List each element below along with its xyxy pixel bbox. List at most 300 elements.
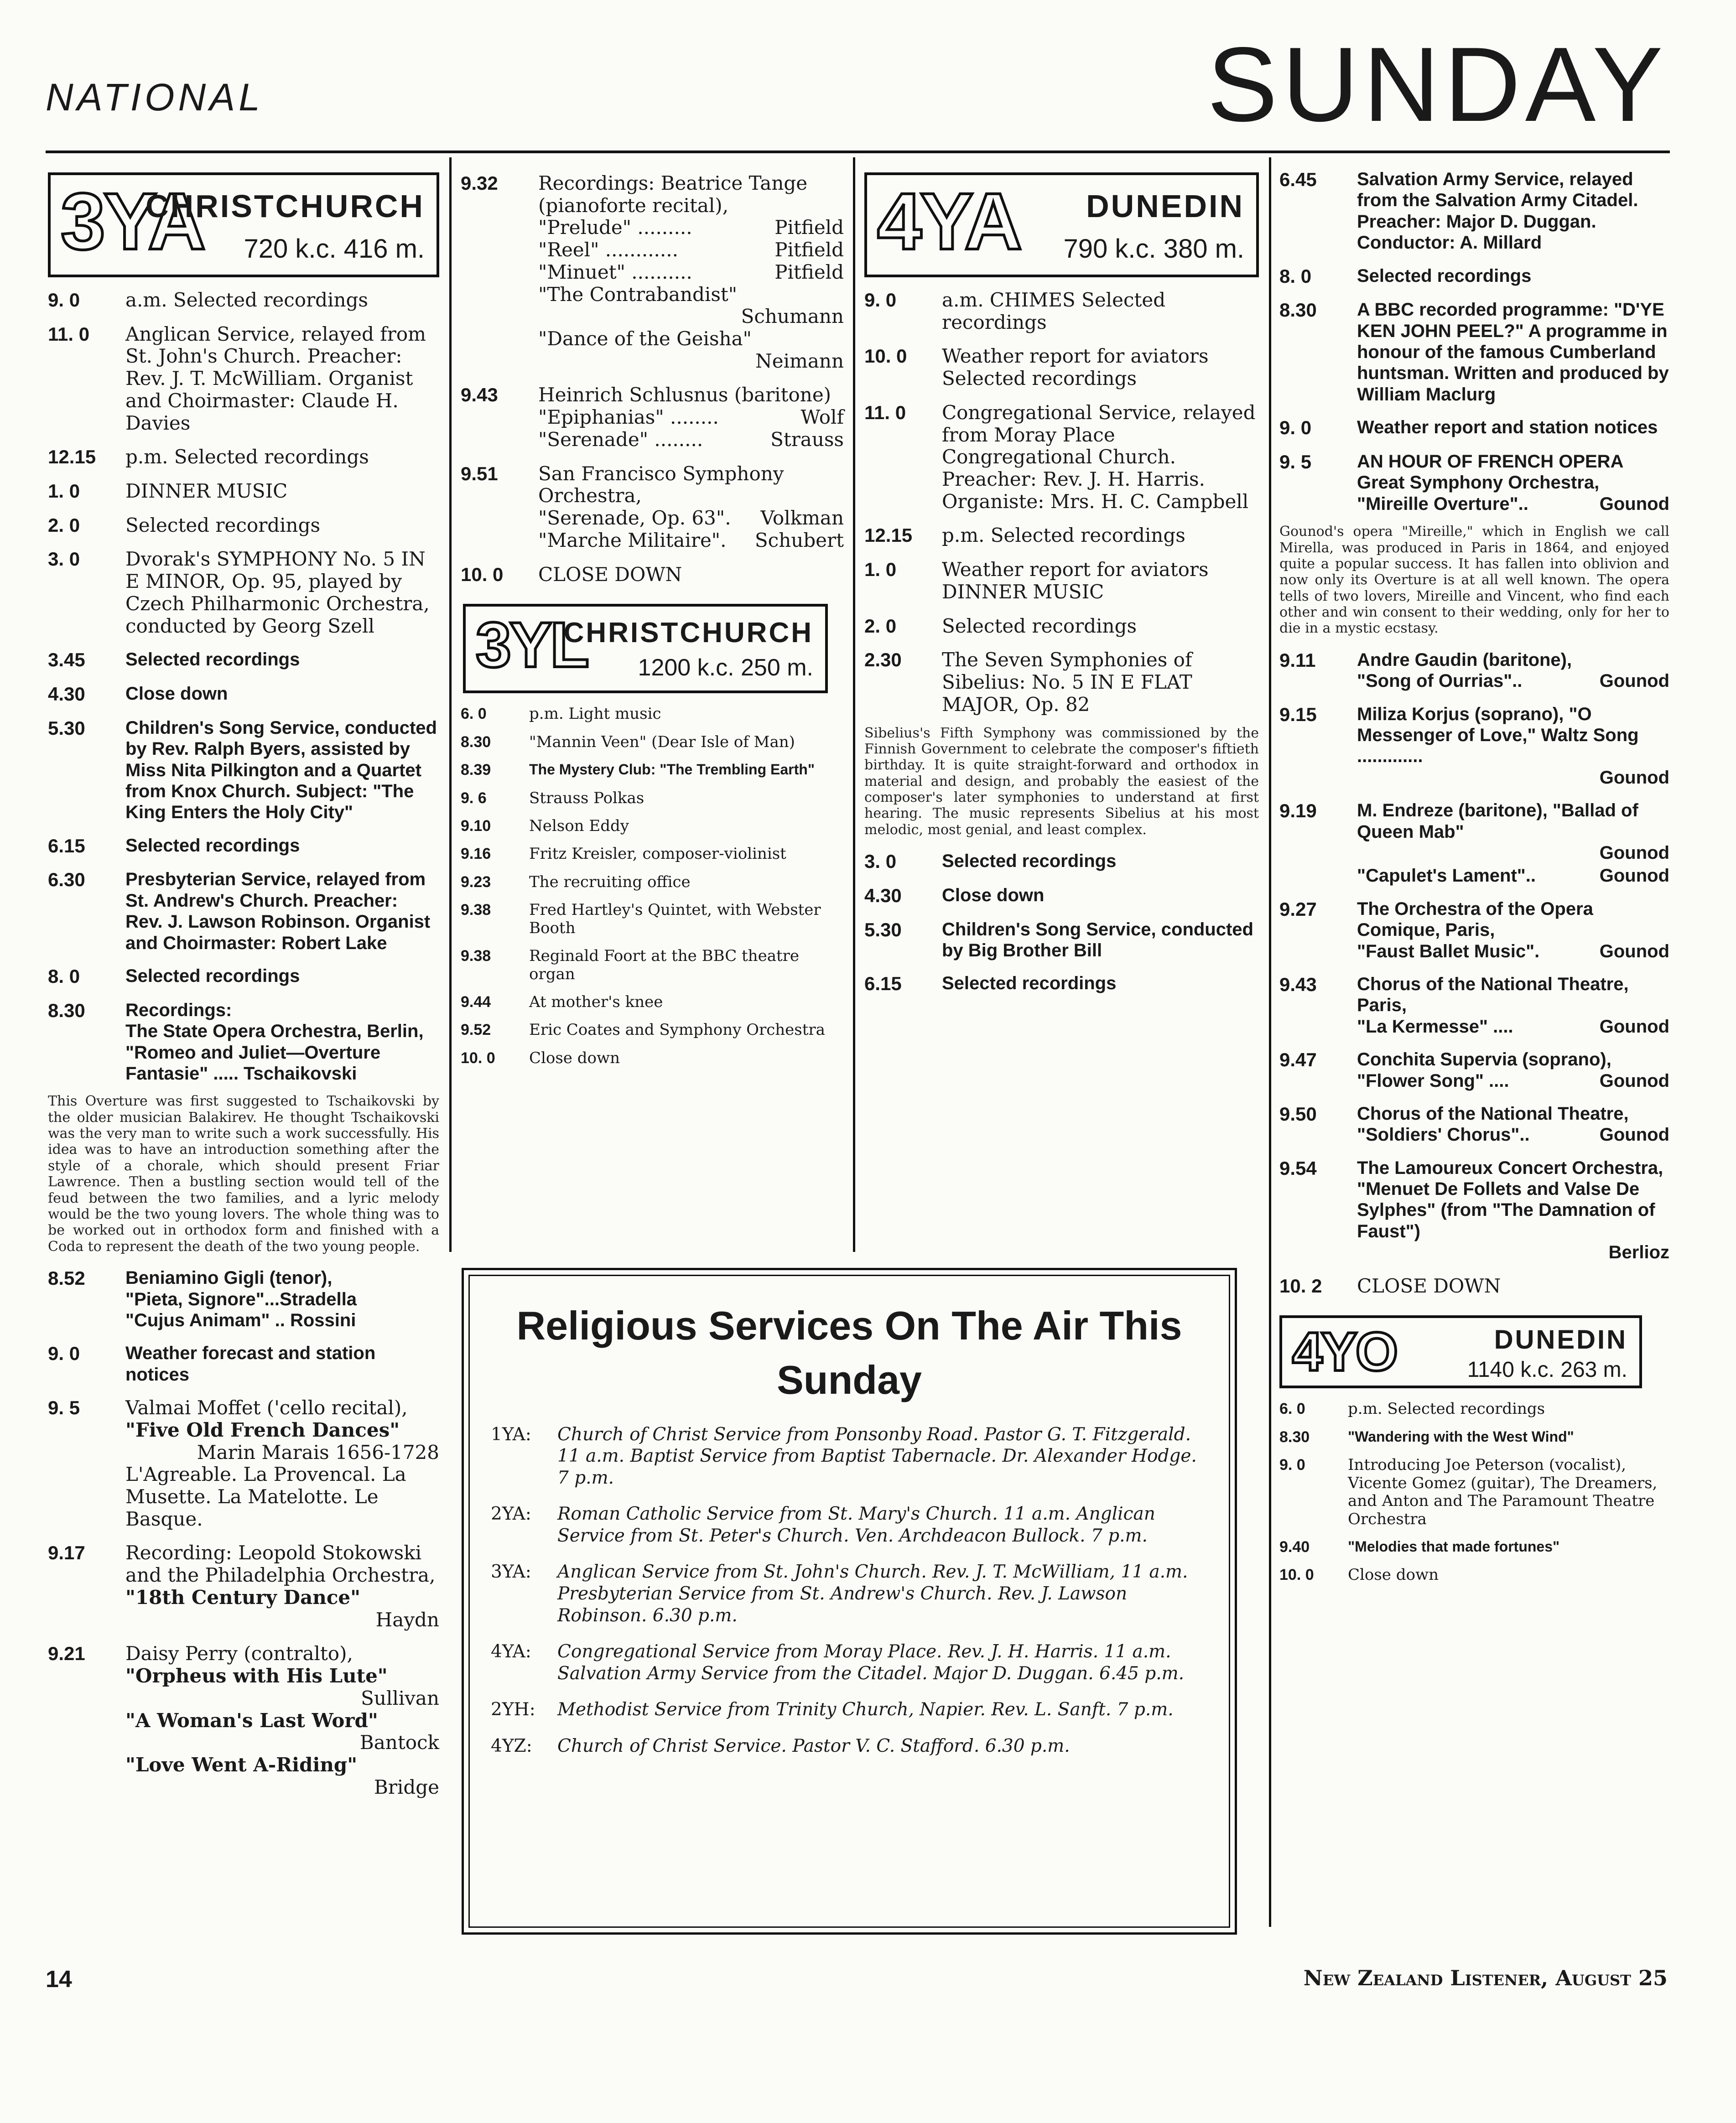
time: 9. 6 [461, 789, 487, 807]
time: 6. 0 [1279, 1400, 1305, 1418]
time: 3. 0 [48, 548, 80, 570]
program: Reginald Foort at the BBC theatre organ [529, 947, 800, 983]
program: Selected recordings [942, 973, 1117, 994]
publication-line: New Zealand Listener, August 25 [1303, 1966, 1668, 1990]
time: 10. 2 [1279, 1275, 1322, 1297]
list-item [461, 901, 844, 937]
performer: The Orchestra of the Opera Comique, Paris, [1357, 898, 1593, 940]
composer: Pitfield [774, 239, 844, 261]
religious-services-box [462, 1268, 1237, 1935]
list-item [461, 705, 844, 723]
service-item [491, 1424, 1208, 1489]
time: 1. 0 [864, 559, 897, 581]
list-item [864, 649, 1259, 716]
composer: Gounod [1599, 1125, 1669, 1145]
time: 6.45 [1279, 169, 1317, 190]
program: Presbyterian Service, relayed from St. Andrew's Church. Preacher: Rev. J. Lawson Robinson. Organist and Choirmaster: Robert Lake [125, 869, 431, 953]
work-row [538, 217, 844, 239]
list-item [864, 973, 1259, 995]
service-item [491, 1699, 1208, 1721]
list-item [48, 649, 439, 671]
time: 9. 0 [1279, 417, 1312, 439]
list-item [1279, 417, 1669, 439]
station-city: CHRISTCHURCH [146, 188, 425, 224]
program: Close down [125, 684, 228, 704]
work-row [1357, 1124, 1669, 1145]
composer: Strauss [770, 428, 844, 451]
composer: Schubert [754, 529, 844, 551]
composer: Pitfield [774, 216, 844, 239]
program: p.m. Selected recordings [1348, 1400, 1545, 1418]
program: A BBC recorded programme: "D'YE KEN JOHN PEEL?" A programme in honour of the famous Cumberland huntsman. Written and produced by William Maclurg [1357, 300, 1669, 405]
program: a.m. Selected recordings [125, 289, 368, 311]
time: 9.50 [1279, 1103, 1317, 1125]
program: The Mystery Club: "The Trembling Earth" [529, 761, 815, 778]
program: Selected recordings [942, 851, 1117, 872]
service-text: Anglican Service from St. John's Church. Rev. J. T. McWilliam, 11 a.m. Presbyterian Service from St. Andrew's Church. Rev. J. Lawson Robinson. 6.30 p.m. [557, 1562, 1188, 1626]
time: 3.45 [48, 649, 85, 671]
list-item [1279, 704, 1669, 789]
list-item [1279, 299, 1669, 405]
work-title: "Marche Militaire". [538, 529, 727, 551]
list-item [864, 919, 1259, 961]
list-item [48, 1397, 439, 1530]
program: The Seven Symphonies of Sibelius: No. 5 IN E FLAT MAJOR, Op. 82 [942, 649, 1192, 716]
station-city: CHRISTCHURCH [563, 617, 813, 649]
performer: Recording: Leopold Stokowski and the Philadelphia Orchestra, [125, 1542, 436, 1587]
work-title: "La Kermesse" .... [1357, 1016, 1513, 1037]
list-item [48, 446, 439, 468]
program: "Mannin Veen" (Dear Isle of Man) [529, 732, 795, 751]
list-item [1279, 1400, 1669, 1418]
time: 4.30 [864, 884, 902, 906]
performer: Daisy Perry (contralto), [125, 1642, 353, 1665]
list-item [48, 548, 439, 637]
time: 10. 0 [461, 563, 504, 585]
program: "Melodies that made fortunes" [1348, 1538, 1560, 1555]
list-item [48, 1267, 439, 1331]
time: 9.17 [48, 1542, 85, 1564]
section-label: NATIONAL [46, 76, 264, 119]
time: 2.30 [864, 649, 902, 671]
program: Close down [529, 1049, 620, 1067]
list-item [461, 384, 844, 451]
station-code: 3YA: [491, 1562, 531, 1583]
work-title: "Five Old French Dances" [125, 1418, 400, 1441]
work-row [538, 406, 844, 429]
list-item [1279, 1456, 1669, 1528]
time: 9. 0 [864, 289, 897, 311]
program: p.m. Light music [529, 705, 661, 723]
work-title: "The Contrabandist" [538, 283, 738, 306]
station-callsign: 4YA [877, 177, 1021, 266]
performer: San Francisco Symphony Orchestra, [538, 462, 784, 507]
station-code: 4YA: [491, 1641, 531, 1662]
list-item [48, 480, 439, 503]
program: a.m. CHIMES Selected recordings [942, 289, 1166, 333]
work-title: "Mireille Overture".. [1357, 493, 1528, 514]
station-callsign: 4YO [1292, 1321, 1397, 1383]
time: 9.54 [1279, 1157, 1317, 1179]
time: 9.27 [1279, 898, 1317, 920]
time: 6.15 [864, 973, 902, 995]
list-item [1279, 265, 1669, 288]
list-item [48, 1000, 439, 1085]
list-item [1279, 974, 1669, 1037]
composer: Schumann [741, 305, 844, 328]
program: DINNER MUSIC [125, 480, 288, 503]
list-item [864, 559, 1259, 603]
composer: Gounod [1599, 671, 1669, 691]
program: Selected recordings [125, 835, 300, 856]
time: 9.52 [461, 1021, 491, 1039]
program: Strauss Polkas [529, 789, 645, 807]
column-divider [853, 157, 855, 1252]
composer: Sullivan [361, 1687, 439, 1709]
time: 8. 0 [1279, 265, 1312, 287]
work-title: "Soldiers' Chorus".. [1357, 1125, 1530, 1145]
list-item [1279, 865, 1669, 886]
program: AN HOUR OF FRENCH OPERA [1357, 451, 1624, 472]
performer: Heinrich Schlusnus (baritone) [538, 384, 832, 406]
program: Congregational Service, relayed from Moray Place Congregational Church. Preacher: Rev. J. H. Harris. Organiste: Mrs. H. C. Campbell [942, 401, 1256, 513]
list-item [48, 683, 439, 706]
time: 9.10 [461, 817, 491, 835]
service-text: Congregational Service from Moray Place. Rev. J. H. Harris. 11 a.m. Salvation Army Service from the Citadel. Major D. Duggan. 6.45 p.m. [557, 1641, 1185, 1684]
list-item [461, 463, 844, 552]
list-item [48, 835, 439, 857]
performer: The Lamoureux Concert Orchestra, "Menuet De Follets and Valse De Sylphes" (from "The Damnation of Faust") [1357, 1158, 1663, 1241]
list-item [48, 1343, 439, 1385]
program: Eric Coates and Symphony Orchestra [529, 1021, 825, 1039]
list-item [461, 761, 844, 779]
station-city: DUNEDIN [1086, 188, 1244, 224]
time: 5.30 [864, 919, 902, 940]
time: 9. 5 [48, 1397, 80, 1419]
time: 8.30 [461, 733, 491, 751]
list-item [864, 885, 1259, 907]
program: At mother's knee [529, 993, 663, 1012]
list-item [1279, 1538, 1669, 1556]
composer: Wolf [800, 406, 844, 429]
service-item [491, 1735, 1208, 1757]
work-row [1357, 1070, 1669, 1091]
work-row [538, 507, 844, 529]
work-title: "A Woman's Last Word" [125, 1709, 378, 1732]
station-frequency: 1200 k.c. 250 m. [638, 654, 813, 681]
work-title: "Cujus Animam" .. Rossini [125, 1310, 356, 1330]
program: Anglican Service, relayed from St. John's Church. Preacher: Rev. J. T. McWilliam. Organist and Choirmaster: Claude H. Davies [125, 322, 426, 434]
performer: Valmai Moffet ('cello recital), [125, 1396, 408, 1419]
performer: The State Opera Orchestra, Berlin, [125, 1021, 424, 1042]
page-number: 14 [46, 1966, 72, 1993]
time: 9.23 [461, 873, 491, 891]
header-rule [46, 151, 1670, 153]
time: 1. 0 [48, 480, 80, 502]
station-callsign: 3YA [61, 177, 204, 266]
list-item [48, 323, 439, 435]
time: 6. 0 [461, 705, 487, 723]
service-item [491, 1503, 1208, 1547]
time: 9.11 [1279, 649, 1316, 671]
time: 2. 0 [48, 514, 80, 536]
composer: Marin Marais 1656-1728 [197, 1441, 439, 1464]
performer: M. Endreze (baritone), "Ballad of Queen Mab" [1357, 800, 1638, 842]
box-title: Religious Services On The Air This Sunday [516, 1303, 1182, 1402]
time: 9.32 [461, 172, 498, 194]
list-item [1279, 1566, 1669, 1584]
composer: Gounod [1599, 1070, 1669, 1091]
service-item [491, 1561, 1208, 1626]
station-code: 4YZ: [491, 1735, 532, 1756]
program: Selected recordings [125, 649, 300, 670]
work-title: "Pieta, Signore"...Stradella [125, 1289, 357, 1309]
time: 12.15 [864, 524, 913, 546]
program: Selected recordings [125, 966, 300, 986]
station-callsign: 3YL [476, 609, 587, 681]
work-title: "Romeo and Juliet—Overture Fantasie" ..... Tschaikovski [125, 1042, 381, 1084]
time: 9.16 [461, 845, 491, 863]
list-item [1279, 1103, 1669, 1146]
time [1279, 865, 1357, 886]
column-4ya [864, 172, 1259, 1007]
program: Weather report for aviators DINNER MUSIC [942, 558, 1209, 603]
time: 4.30 [48, 683, 85, 705]
time: 8. 0 [48, 965, 80, 987]
list-item [48, 289, 439, 311]
column-divider [449, 157, 452, 1252]
column-3ya [48, 172, 439, 1810]
list-item [48, 1643, 439, 1798]
time: 3. 0 [864, 851, 897, 872]
program: Children's Song Service, conducted by Big Brother Bill [942, 919, 1253, 961]
time: 9.21 [48, 1643, 85, 1665]
list-item [1279, 649, 1669, 692]
composer: Neimann [755, 349, 844, 372]
program: "Wandering with the West Wind" [1348, 1428, 1574, 1445]
list-item [461, 564, 844, 586]
program: Close down [1348, 1566, 1439, 1584]
time: 8.30 [1279, 299, 1317, 321]
time: 10. 0 [1279, 1566, 1314, 1584]
time: 10. 0 [461, 1049, 495, 1067]
composer: Berlioz [1608, 1242, 1669, 1263]
time: 6.15 [48, 835, 85, 856]
performer: Miliza Korjus (soprano), "O Messenger of Love," Waltz Song ............. [1357, 704, 1639, 767]
service-item [491, 1641, 1208, 1684]
service-text: Roman Catholic Service from St. Mary's Church. 11 a.m. Anglican Service from St. Peter's Church. Ven. Archdeacon Bullock. 7 p.m. [557, 1504, 1155, 1546]
list-item [864, 289, 1259, 333]
composer: Gounod [1599, 1016, 1669, 1037]
list-item [1279, 800, 1669, 863]
work-row [538, 429, 844, 451]
work-title: "Serenade, Op. 63". [538, 507, 731, 529]
program: p.m. Selected recordings [125, 446, 369, 468]
work-title: "Reel" ............ [538, 239, 678, 261]
list-item [48, 717, 439, 823]
work-row [1357, 1016, 1669, 1037]
work-row [1357, 941, 1669, 962]
time: 9. 5 [1279, 451, 1312, 472]
composer: Gounod [1599, 842, 1669, 863]
program: Selected recordings [125, 514, 321, 536]
list-item [48, 1542, 439, 1631]
program: Weather forecast and station notices [125, 1343, 376, 1385]
work-title: "Minuet" .......... [538, 260, 692, 283]
station-header-3ya [48, 172, 439, 277]
time: 8.30 [1279, 1428, 1310, 1446]
list-item [461, 817, 844, 835]
list-item [48, 965, 439, 988]
list-item [864, 345, 1259, 389]
station-frequency: 1140 k.c. 263 m. [1467, 1358, 1627, 1382]
station-city: DUNEDIN [1494, 1325, 1627, 1355]
work-title: "Epiphanias" ........ [538, 406, 719, 429]
work-title: "18th Century Dance" [125, 1586, 361, 1609]
list-item [461, 947, 844, 983]
time: 6.30 [48, 869, 85, 891]
list-item [461, 1021, 844, 1039]
service-text: Church of Christ Service. Pastor V. C. Stafford. 6.30 p.m. [557, 1735, 1070, 1756]
composer: Pitfield [774, 260, 844, 283]
performer: Great Symphony Orchestra, [1357, 472, 1600, 493]
performer: Andre Gaudin (baritone), [1357, 649, 1572, 670]
time: 9.38 [461, 947, 491, 965]
list-item [1279, 1049, 1669, 1091]
service-text: Methodist Service from Trinity Church, Napier. Rev. L. Sanft. 7 p.m. [557, 1699, 1174, 1720]
work-title: "Serenade" ........ [538, 428, 703, 451]
work-title: "Faust Ballet Music". [1357, 941, 1540, 961]
work-row [538, 239, 844, 261]
list-item [461, 733, 844, 751]
time: 9.40 [1279, 1538, 1310, 1556]
time: 12.15 [48, 446, 96, 468]
program: Selected recordings [1357, 265, 1532, 286]
day-heading: SUNDAY [1207, 26, 1668, 144]
time: 8.30 [48, 999, 85, 1021]
time: 5.30 [48, 717, 85, 739]
performer: Conchita Supervia (soprano), [1357, 1049, 1611, 1070]
work-detail: L'Agreable. La Provencal. La Musette. La Matelotte. Le Basque. [125, 1463, 406, 1530]
program-note: Gounod's opera "Mireille," which in English we call Mirella, was produced in Paris in 1864, and enjoyed quite a popular success. It has fallen into oblivion and now only its Overture is at all well known. The opera tells of two lovers, Mireille and Vincent, who find each other and win consent to their wedding, only for her to die in a mystic ecstasy. [1279, 524, 1669, 637]
performer: Chorus of the National Theatre, [1357, 1103, 1629, 1124]
program: Recordings: [125, 1000, 232, 1020]
program-note: Sibelius's Fifth Symphony was commissioned by the Finnish Government to celebrate the composer's fiftieth birthday. It is quite straight-forward and orthodox in material and design, and probably the easiest of the composer's later symphonies to understand at first hearing. The music represents Sibelius at his most melodic, most genial, and least complex. [864, 725, 1259, 838]
list-item [864, 524, 1259, 547]
station-header-4ya [864, 172, 1259, 277]
composer: Volkman [760, 507, 844, 529]
work-title: "Dance of the Geisha" [538, 327, 752, 350]
program: Close down [942, 885, 1045, 905]
list-item [461, 993, 844, 1011]
composer: Gounod [1599, 493, 1669, 514]
list-item [48, 514, 439, 537]
work-row [538, 261, 844, 284]
work-row [1357, 493, 1669, 514]
station-header-4yo [1279, 1315, 1642, 1388]
time: 11. 0 [864, 401, 906, 423]
performer: Beniamino Gigli (tenor), [125, 1268, 333, 1288]
station-frequency: 790 k.c. 380 m. [1063, 234, 1244, 264]
composer: Bantock [359, 1731, 439, 1754]
column-divider [1269, 157, 1271, 1927]
service-text: Church of Christ Service from Ponsonby Road. Pastor G. T. Fitzgerald. 11 a.m. Baptist Service from Baptist Tabernacle. Dr. Alexander Hodge. 7 p.m. [557, 1424, 1197, 1488]
station-code: 1YA: [491, 1424, 531, 1445]
list-item [1279, 1158, 1669, 1263]
time: 9. 0 [48, 289, 80, 311]
program: The recruiting office [529, 872, 691, 891]
station-code: 2YH: [491, 1699, 535, 1720]
station-header-3yl [463, 604, 828, 693]
list-item [864, 615, 1259, 638]
composer: Haydn [375, 1608, 439, 1631]
work-row [538, 529, 844, 552]
performer: Recordings: Beatrice Tange (pianoforte recital), [538, 172, 808, 217]
time: 8.39 [461, 761, 491, 779]
list-item [1279, 1275, 1669, 1298]
column-4ya-4yo [1279, 169, 1669, 1594]
performer: Chorus of the National Theatre, Paris, [1357, 974, 1629, 1016]
program: Selected recordings [942, 614, 1137, 637]
work-title: "Love Went A-Riding" [125, 1753, 358, 1776]
station-code: 2YA: [491, 1504, 531, 1525]
work-row [1357, 670, 1669, 691]
time: 11. 0 [48, 323, 90, 345]
program: Introducing Joe Peterson (vocalist), Vicente Gomez (guitar), The Dreamers, and Anton and The Paramount Theatre Orchestra [1348, 1456, 1658, 1528]
time: 9. 0 [48, 1343, 80, 1365]
program: Weather report and station notices [1357, 417, 1658, 438]
list-item [461, 873, 844, 891]
composer: Gounod [1599, 941, 1669, 961]
time: 9.19 [1279, 800, 1317, 822]
program: p.m. Selected recordings [942, 524, 1185, 547]
list-item [1279, 169, 1669, 254]
program-note: This Overture was first suggested to Tschaikovski by the older musician Balakirev. He thought Tschaikovski was the very man to write such a work successfully. His idea was to have an introduction something after the style of a chorale, which should present Friar Lawrence. Then a bustling section would tell of the feud between the two families, and a lyric melody would be the two young lovers. The whole thing was to be worked out in orthodox form and finished with a Coda to represent the death of the two young people. [48, 1093, 439, 1255]
time: 9.43 [461, 384, 498, 406]
time: 9. 0 [1279, 1456, 1305, 1474]
list-item [864, 402, 1259, 513]
program: Fred Hartley's Quintet, with Webster Booth [529, 901, 821, 937]
program: Salvation Army Service, relayed from the Salvation Army Citadel. Preacher: Major D. Duggan. Conductor: A. Millard [1357, 169, 1638, 253]
list-item [48, 869, 439, 954]
time: 9.38 [461, 901, 491, 919]
time: 9.44 [461, 993, 491, 1011]
list-item [1279, 898, 1669, 962]
list-item [1279, 1428, 1669, 1446]
work-title: "Capulet's Lament".. [1357, 866, 1536, 886]
list-item [461, 1049, 844, 1067]
program: CLOSE DOWN [1357, 1274, 1501, 1297]
time: 10. 0 [864, 345, 907, 367]
program: Dvorak's SYMPHONY No. 5 IN E MINOR, Op. 95, played by Czech Philharmonic Orchestra, conducted by Georg Szell [125, 548, 430, 637]
time: 2. 0 [864, 615, 897, 637]
program: Weather report for aviators Selected recordings [942, 345, 1209, 390]
work-row [1357, 865, 1669, 886]
list-item [461, 845, 844, 863]
program: Nelson Eddy [529, 816, 629, 835]
work-title: "Prelude" ......... [538, 216, 692, 239]
program: Children's Song Service, conducted by Rev. Ralph Byers, assisted by Miss Nita Pilkington and a Quartet from Knox Church. Subject: "The King Enters the Holy City" [125, 717, 437, 823]
time: 9.51 [461, 462, 498, 484]
list-item [461, 789, 844, 807]
work-title: "Song of Ourrias".. [1357, 671, 1523, 691]
work-title: "Orpheus with His Lute" [125, 1665, 388, 1687]
list-item [1279, 451, 1669, 514]
composer: Bridge [374, 1775, 439, 1798]
time: 9.43 [1279, 973, 1317, 995]
program: CLOSE DOWN [538, 563, 682, 586]
station-frequency: 720 k.c. 416 m. [244, 234, 425, 264]
